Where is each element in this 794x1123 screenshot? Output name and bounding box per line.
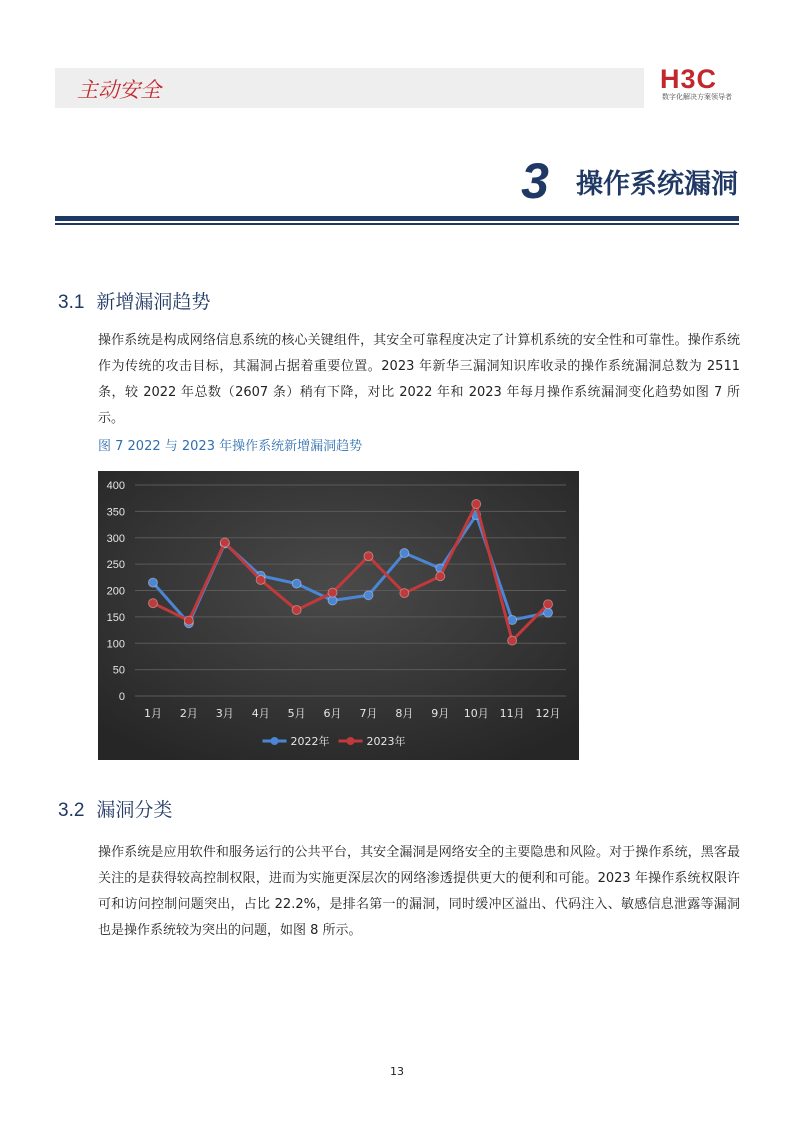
section-heading-3-2 bbox=[58, 795, 172, 822]
y-tick-label: 350 bbox=[106, 506, 125, 519]
data-point bbox=[292, 579, 301, 588]
section-paragraph: 操作系统是构成网络信息系统的核心关键组件，其安全可靠程度决定了计算机系统的安全性和可靠性。操作系统作为传统的攻击目标，其漏洞占据着重要位置。2023 年新华三漏洞知识库收录的操作系统漏洞总数为 2511 条，较 2022 年总数（2607 条）稍有下降，对比 2022 年和 2023 年每月操作系统漏洞变化趋势如图 7 所示。 bbox=[98, 333, 740, 426]
data-point bbox=[364, 552, 373, 561]
legend-marker bbox=[347, 737, 355, 745]
chapter-title: 操作系统漏洞 bbox=[576, 168, 738, 200]
x-tick-label: 9月 bbox=[431, 707, 450, 720]
data-point bbox=[364, 591, 373, 600]
y-tick-label: 150 bbox=[106, 611, 125, 624]
data-point bbox=[472, 499, 481, 508]
page-number: 13 bbox=[390, 1065, 404, 1078]
section-heading-3-1 bbox=[58, 287, 210, 314]
y-tick-label: 200 bbox=[106, 585, 125, 598]
line-chart bbox=[98, 471, 579, 760]
chapter-rule-thin bbox=[55, 223, 739, 225]
data-point bbox=[148, 599, 157, 608]
y-tick-label: 400 bbox=[106, 480, 125, 492]
x-tick-label: 2月 bbox=[179, 707, 198, 720]
legend-marker bbox=[271, 737, 279, 745]
chapter-rule-thick bbox=[55, 216, 739, 221]
x-tick-label: 1月 bbox=[143, 707, 162, 720]
x-tick-label: 11月 bbox=[499, 707, 525, 720]
data-point bbox=[508, 636, 517, 645]
x-tick-label: 10月 bbox=[463, 707, 489, 720]
section-title: 漏洞分类 bbox=[96, 799, 173, 821]
logo-tagline: 数字化解决方案领导者 bbox=[662, 93, 732, 101]
x-tick-label: 5月 bbox=[287, 707, 306, 720]
data-point bbox=[220, 538, 229, 547]
header-title: 主动安全 bbox=[77, 78, 161, 102]
chapter-number: 3 bbox=[521, 153, 549, 209]
data-point bbox=[328, 588, 337, 597]
y-tick-label: 300 bbox=[106, 532, 125, 545]
section-title: 新增漏洞趋势 bbox=[96, 291, 211, 313]
x-tick-label: 12月 bbox=[535, 707, 561, 720]
logo-mark: H3C bbox=[660, 64, 718, 94]
section-number: 3.2 bbox=[58, 800, 85, 821]
legend-label: 2023年 bbox=[366, 735, 406, 748]
figure-caption: 图 7 2022 与 2023 年操作系统新增漏洞趋势 bbox=[98, 439, 363, 454]
data-point bbox=[292, 606, 301, 615]
data-point bbox=[256, 575, 265, 584]
data-point bbox=[148, 578, 157, 587]
data-point bbox=[184, 616, 193, 625]
x-tick-label: 7月 bbox=[359, 707, 378, 720]
data-point bbox=[400, 589, 409, 598]
data-point bbox=[436, 572, 445, 581]
chart-svg bbox=[98, 471, 579, 760]
x-tick-label: 8月 bbox=[395, 707, 414, 720]
chapter-heading bbox=[521, 152, 738, 210]
y-tick-label: 100 bbox=[106, 638, 125, 651]
x-tick-label: 3月 bbox=[215, 707, 234, 720]
y-tick-label: 250 bbox=[106, 559, 125, 572]
legend-label: 2022年 bbox=[290, 735, 330, 748]
data-point bbox=[400, 549, 409, 558]
x-tick-label: 6月 bbox=[323, 707, 342, 720]
y-tick-label: 50 bbox=[112, 664, 125, 677]
section-paragraph: 操作系统是应用软件和服务运行的公共平台，其安全漏洞是网络安全的主要隐患和风险。对于操作系统，黑客最关注的是获得较高控制权限，进而为实施更深层次的网络渗透提供更大的便利和可能。2023 年操作系统权限许可和访问控制问题突出，占比 22.2%，是排名第一的漏洞，同时缓冲区溢出、代码注入、敏感信息泄露等漏洞也是操作系统较为突出的问题，如图 8 所示。 bbox=[98, 845, 740, 938]
x-tick-label: 4月 bbox=[251, 707, 270, 720]
y-tick-label: 0 bbox=[118, 691, 125, 703]
data-point bbox=[544, 600, 553, 609]
section-number: 3.1 bbox=[58, 292, 85, 313]
company-logo bbox=[658, 64, 740, 104]
